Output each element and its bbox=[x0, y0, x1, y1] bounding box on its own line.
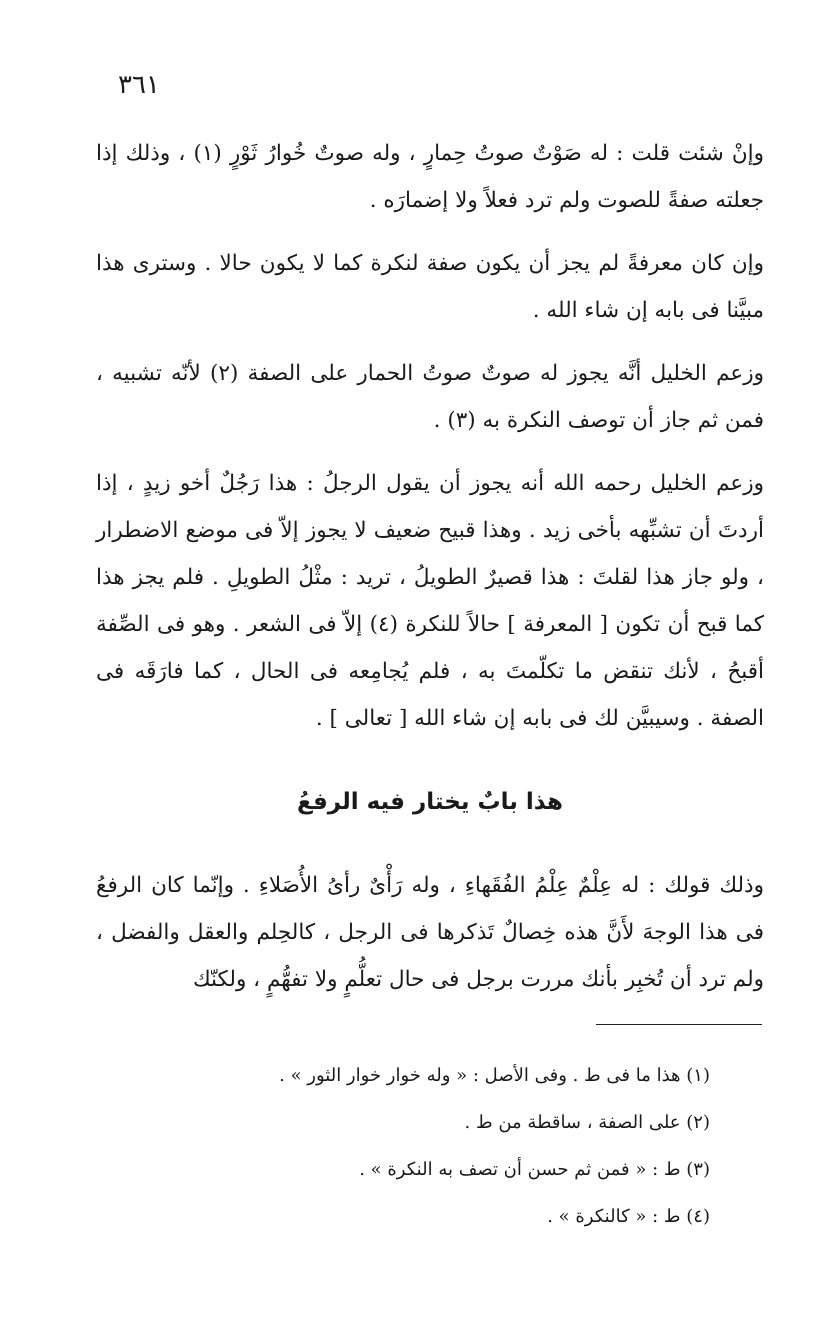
footnote-3: (٣) ط : « فمن ثم حسن أن تصف به النكرة » . bbox=[359, 1159, 710, 1180]
footnote-4: (٤) ط : « كالنكرة » . bbox=[547, 1206, 710, 1227]
chapter-heading: هذا بابٌ يختار فيه الرفعُ bbox=[296, 789, 563, 815]
paragraph-4: وزعم الخليل رحمه الله أنه يجوز أن يقول الرجلُ : هذا رَجُلٌ أخو زيدٍ ، إذا أردتَ أن تشبِّهه بأخى زيد . وهذا قبيح ضعيف لا يجوز إلاّ فى موضع الاضطرار ، ولو جاز هذا لقلتَ : هذا قصيرٌ الطويلُ ، تريد : مثْلُ الطويلِ . فلم يجز هذا كما قبح أن تكون [ المعرفة ] حالاً للنكرة (٤) إلاّ فى الشعر . وهو فى الصِّفة أقبحُ ، لأنك تنقض ما تكلّمتَ به ، فلم يُجامِعه فى الحال ، كما فارَقَه فى الصفة . وسيبيَّن لك فى بابه إن شاء الله [ تعالى ] . bbox=[96, 471, 764, 731]
page-number: ٣٦١ bbox=[118, 70, 160, 100]
main-text bbox=[96, 130, 764, 1019]
footnote-divider bbox=[596, 1024, 762, 1025]
footnotes-list bbox=[150, 1052, 710, 1240]
paragraph-2: وإن كان معرفةً لم يجز أن يكون صفة لنكرة كما لا يكون حالا . وسترى هذا مبيَّنا فى بابه إن شاء الله . bbox=[96, 251, 764, 323]
paragraph-5: وذلك قولك : له عِلْمٌ عِلْمُ الفُقَهاءِ ، وله رَأْىٌ رأىُ الأُصَلاءِ . وإنّما كان الرفعُ فى هذا الوجهَ لأَنَّ هذه خِصالٌ تَذكرها فى الرجل ، كالحِلم والعقل والفضل ، ولم ترد أن تُخبِر بأنك مررت برجل فى حال تعلُّمٍ ولا تفهُّمٍ ، ولكنّك bbox=[96, 873, 764, 992]
footnote-2: (٢) على الصفة ، ساقطة من ط . bbox=[464, 1112, 710, 1133]
paragraph-3: وزعم الخليل أنَّه يجوز له صوتٌ صوتُ الحمار على الصفة (٢) لأنّه تشبيه ، فمن ثم جاز أن توصف النكرة به (٣) . bbox=[96, 361, 764, 433]
paragraph-1: وإنْ شئت قلت : له صَوْتٌ صوتُ حِمارٍ ، وله صوتٌ خُوارُ ثَوْرٍ (١) ، وذلك إذا جعلته صفةً للصوت ولم ترد فعلاً ولا إضمارَه . bbox=[96, 141, 764, 213]
footnote-1: (١) هذا ما فى ط . وفى الأصل : « وله خوار خوار الثور » . bbox=[279, 1065, 710, 1086]
